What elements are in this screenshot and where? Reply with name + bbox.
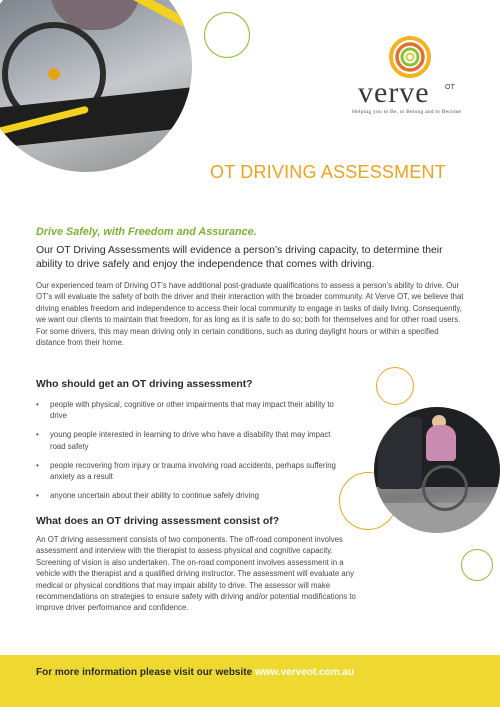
decorative-ring <box>461 549 493 581</box>
footer-banner <box>0 655 500 707</box>
logo-ot-letters: OT <box>445 84 455 91</box>
page-title: OT DRIVING ASSESSMENT <box>210 162 446 182</box>
footer-label: For more information please visit our website <box>36 667 253 678</box>
intro-paragraph: Our OT Driving Assessments will evidence a person’s driving capacity, to determine their ability to drive safely and enjoy the independence that comes with driving. <box>36 245 443 270</box>
list-item: • people with physical, cognitive or other impairments that may impact their ability to drive <box>36 399 336 421</box>
decorative-ring <box>204 12 250 58</box>
assessment-paragraph: An OT driving assessment consists of two components. The off-road component involves assessment and interview with the therapist to assess physical and cognitive capacity. Screening of vision is also undertaken. The on-road component involves assessment in a vehicle with the therapist and a qualified driving instructor. The assessment will evaluate any medical or physical conditions that may impair ability to drive. The assessor will make recommendations on strategies to ensure safety with driving and/or potential modifications to improve driver performance and confidence. <box>36 535 356 613</box>
subheading: Drive Safely, with Freedom and Assurance. <box>36 226 257 238</box>
list-item: • anyone uncertain about their ability to continue safely driving <box>36 490 336 501</box>
list-item: • people recovering from injury or trauma involving road accidents, perhaps suffering anxiety as a result <box>36 460 336 482</box>
section-heading-what: What does an OT driving assessment consist of? <box>36 516 280 527</box>
car-wheelchair-photo <box>374 407 500 533</box>
verve-logo-mark-icon <box>387 34 433 80</box>
website-link[interactable]: www.verveot.com.au <box>254 667 355 678</box>
list-item: • young people interested in learning to drive who have a disability that may impact road safety <box>36 429 336 451</box>
who-bullet-list <box>36 399 336 509</box>
logo-tagline: Helping you to Be, to Belong and to Become <box>352 109 462 115</box>
wheelchair-ramp-photo <box>0 0 192 172</box>
logo-wordmark: verve <box>358 76 430 109</box>
section-heading-who: Who should get an OT driving assessment? <box>36 379 253 390</box>
decorative-ring <box>376 367 414 405</box>
footer-text <box>36 667 354 678</box>
team-paragraph: Our experienced team of Driving OT’s have additional post-graduate qualifications to assess a person’s ability to drive. Our OT’s will evaluate the safety of both the driver and their interaction with the broader community. At Verve OT, we believe that driving enables freedom and independence to access their local community to engage in tasks of daily living. Consequently, we want our clients to maintain that freedom, for as long as it is safe to do so; both for themselves and for other road users. For some drivers, this may mean driving only in certain conditions, such as during daylight hours or within a specified distance from their home. <box>36 281 464 348</box>
